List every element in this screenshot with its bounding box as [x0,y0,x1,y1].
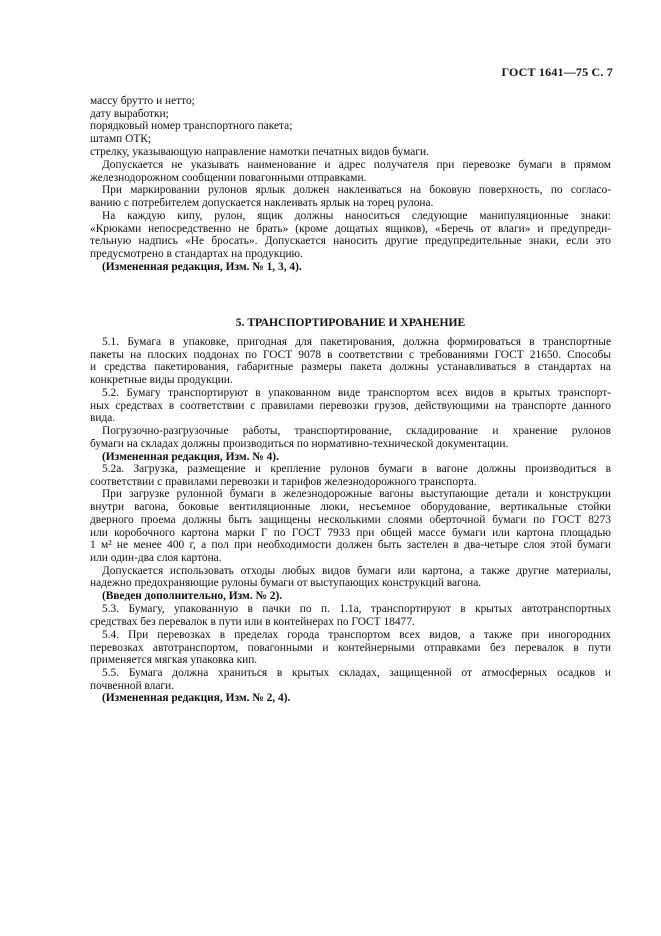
paragraph-5-2: 5.2. Бумагу транспортируют в упакованном виде транспортом всех видов в крытых транспорт- ных средствах в соответствии с правилами перевозки грузов, действующими на транспорте данного вида. Погрузочно-разгрузочные работы, транспортирование, складирование и хранение рулонов бумаги на складах должны производиться по нормативно-технической документации. (Измененная редакция, Изм. № 4). [90,387,611,463]
list-item: массу брутто и нетто; [90,95,195,107]
amendment-note: (Введен дополнительно, Изм. № 2). [102,590,283,603]
list-item: дату выработки; [90,107,169,120]
amendment-note: (Измененная редакция, Изм. № 1, 3, 4). [102,260,302,273]
paragraph: При маркировании рулонов ярлык должен наклеиваться на боковую поверхность, по согласо- ванию с потребителем допускается наклеивать ярлык на торец рулона. [90,184,611,209]
paragraph-5-2a: 5.2а. Загрузка, размещение и крепление рулонов бумаги в вагоне должны производиться в соответствии с правилами перевозки и тарифов железнодорожного транспорта. При загрузке рулонной бумаги в железнодорожные вагоны выступающие детали и конструкции внутри вагона, боковые вентиляционные люки, несъемное оборудование, вертикальные стойки дверного проема должны быть защищены несколькими слоями оберточной бумаги по ГОСТ 8273 или коробочного картона марки Г по ГОСТ 7933 при общей массе бумаги или картона площадью 1 м² не менее 400 г, а пол при необходимости должен быть застелен в два-четыре слоя этой бумаги или один-два слоя картона. Допускается использовать отходы любых видов бумаги или картона, а также другие материалы, надежно предохраняющие рулоны бумаги от выступающих конструкций вагона. (Введен дополнительно, Изм. № 2). [90,463,611,603]
paragraph-5-5: 5.5. Бумага должна храниться в крытых складах, защищенной от атмосферных осадков и почвенной влаги. (Измененная редакция, Изм. № 2, 4). [90,667,611,705]
marking-list [90,95,611,159]
paragraph-5-4: 5.4. При перевозках в пределах города транспортом всех видов, а также при иногородних перевозках автотранспортом, повагонными и контейнерными отправками без перевалок в пути применяется мягкая упаковка кип. [90,629,611,667]
amendment-note: (Измененная редакция, Изм. № 4). [102,450,279,463]
paragraph-5-1: 5.1. Бумага в упаковке, пригодная для пакетирования, должна формироваться в транспортные пакеты на плоских поддонах по ГОСТ 9078 в соответствии с требованиями ГОСТ 21650. Способы и средства пакетирования, габаритные размеры пакета должны устанавливаться в стандартах на конкретные виды продукции. [90,336,611,387]
paragraph: Допускается не указывать наименование и адрес получателя при перевозке бумаги в прямом железнодорожном сообщении повагонными отправками. [90,159,611,184]
section-title: 5. ТРАНСПОРТИРОВАНИЕ И ХРАНЕНИЕ [235,316,466,329]
paragraph: На каждую кипу, рулон, ящик должны наноситься следующие манипуляционные знаки: «Крюками непосредственно не брать» (кроме дощатых ящиков), «Беречь от влаги» и предупреди- тельную надпись «Не бросать». Допускается наносить другие предупредительные знаки, если это предусмотрено в стандартах на продукцию. (Измененная редакция, Изм. № 1, 3, 4). [90,210,611,273]
list-item: штамп ОТК; [90,133,152,146]
paragraph-5-3: 5.3. Бумагу, упакованную в пачки по п. 1.1а, транспортируют в крытых автотранспортных средствах без перевалок в пути или в контейнерах по ГОСТ 18477. [90,603,611,628]
list-item: порядковый номер транспортного пакета; [90,120,293,133]
amendment-note: (Измененная редакция, Изм. № 2, 4). [102,692,291,705]
list-item: стрелку, указывающую направление намотки печатных видов бумаги. [90,145,429,158]
page-header: ГОСТ 1641—75 С. 7 [501,65,613,79]
